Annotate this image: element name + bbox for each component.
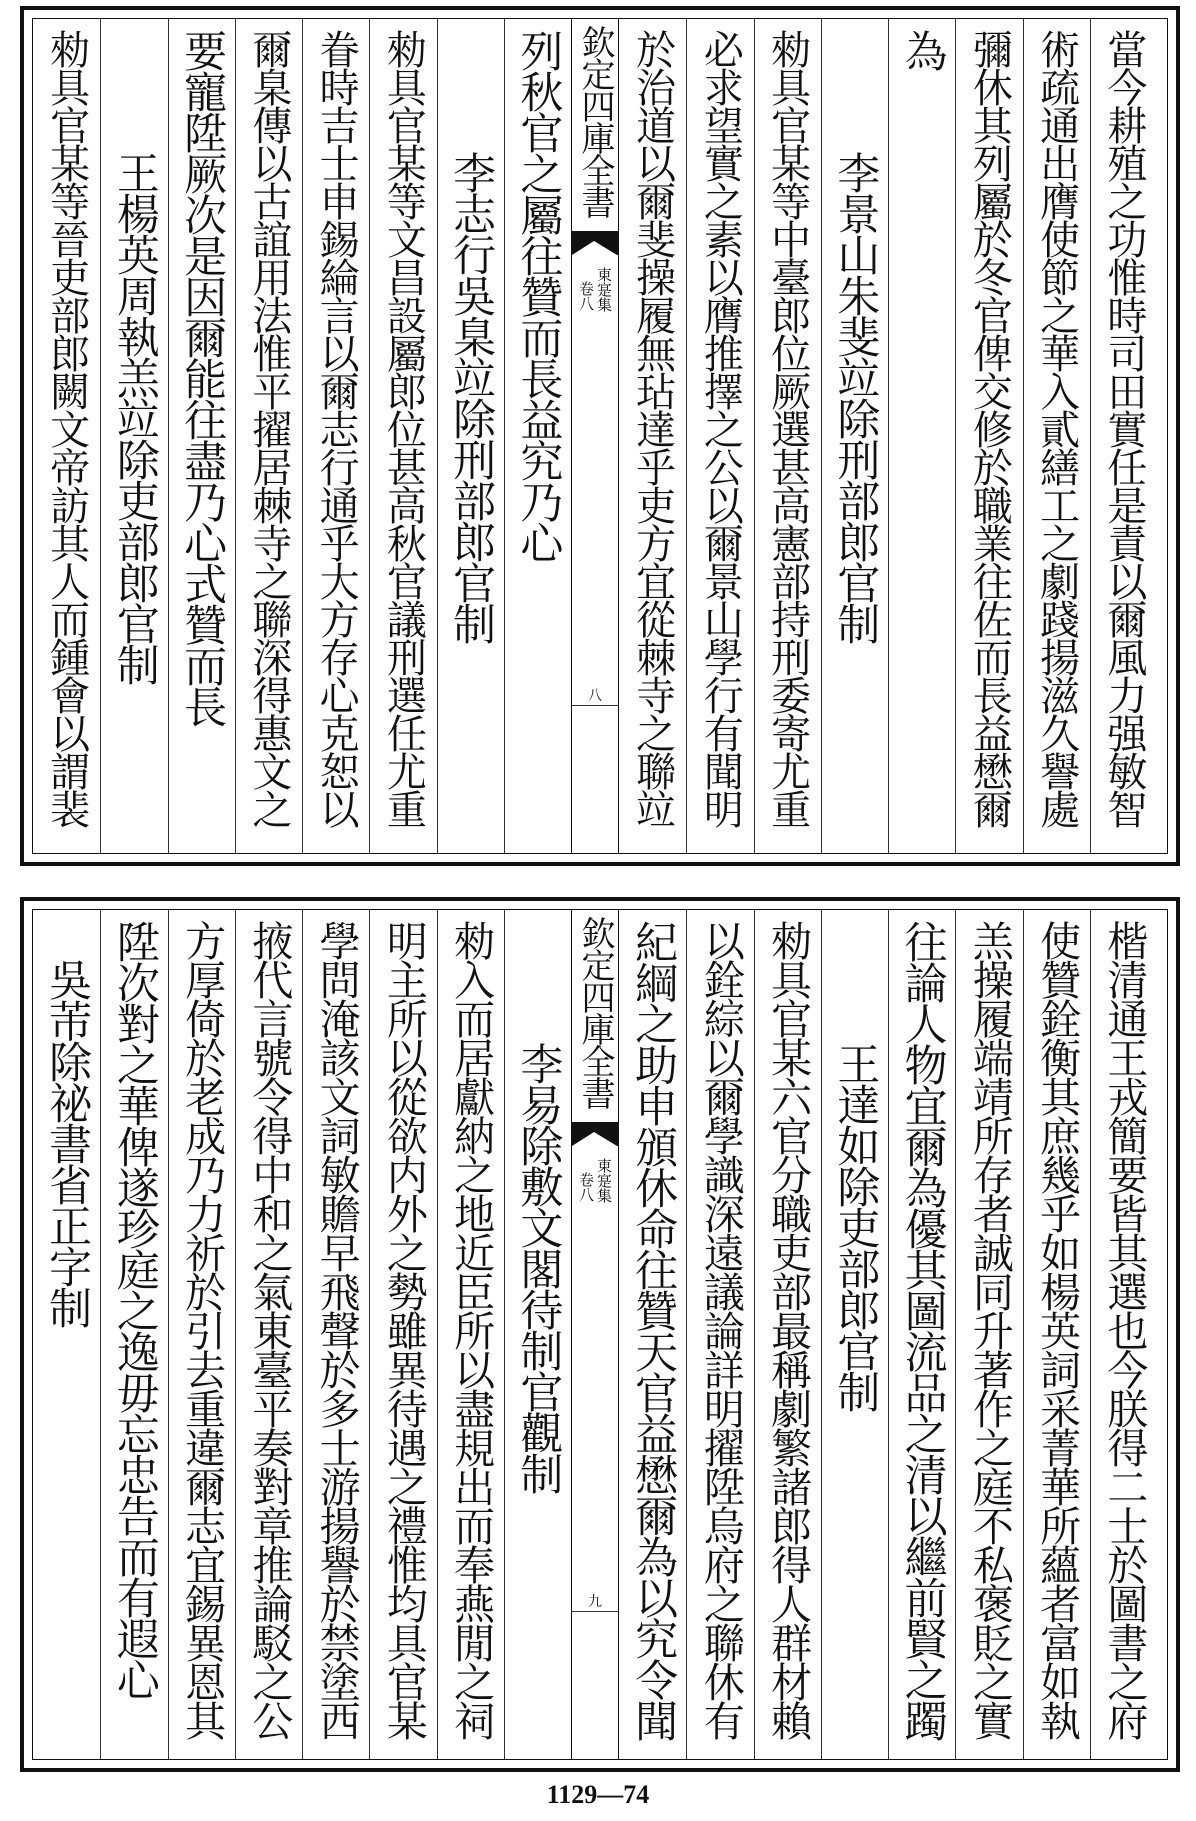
center-rule bbox=[572, 705, 618, 706]
column-text: 必求望實之素以膺推擇之公以爾景山學行有聞明 bbox=[697, 29, 744, 827]
text-column bbox=[1023, 19, 1090, 853]
top-page-text-block bbox=[32, 18, 1168, 854]
center-rule bbox=[572, 1611, 618, 1612]
column-text: 李景山朱斐竝除刑部郎官制 bbox=[830, 151, 881, 643]
column-text: 羔操履端靖所存者誠同升著作之庭不私褒貶之實 bbox=[965, 920, 1014, 1739]
bottom-page-frame bbox=[20, 897, 1180, 1772]
bottom-page-text-block bbox=[32, 909, 1168, 1760]
text-column bbox=[100, 19, 167, 853]
text-column bbox=[888, 19, 955, 853]
column-text: 列秋官之屬往贊而長益究乃心 bbox=[513, 29, 564, 562]
column-text: 楷清通王戎簡要皆其選也今朕得二士於圖書之府 bbox=[1100, 920, 1149, 1739]
text-column bbox=[1090, 19, 1157, 853]
text-column bbox=[754, 19, 821, 853]
center-margin-band bbox=[571, 910, 619, 1759]
text-column bbox=[235, 910, 302, 1759]
text-column bbox=[437, 19, 504, 853]
text-column bbox=[686, 19, 753, 853]
column-text: 勑具官某等晉吏部郎闕文帝訪其人而鍾會以謂裴 bbox=[43, 29, 90, 827]
text-column bbox=[302, 910, 369, 1759]
fishtail-mark-icon bbox=[572, 231, 618, 255]
text-column bbox=[821, 910, 888, 1759]
column-text: 王楊英周執羔竝除吏部郎官制 bbox=[109, 151, 160, 684]
column-text: 為 bbox=[897, 29, 948, 70]
column-text: 陞次對之華俾遂珍庭之逸毋忘忠告而有遐心 bbox=[109, 920, 160, 1699]
column-text: 吳芾除祕書省正字制 bbox=[42, 958, 93, 1327]
column-text: 勑入而居獻納之地近臣所以盡規出而奉燕閒之祠 bbox=[447, 920, 496, 1739]
text-column bbox=[619, 910, 686, 1759]
text-column bbox=[1090, 910, 1157, 1759]
text-column bbox=[504, 19, 571, 853]
column-text: 學問淹該文詞敏贍早飛聲於多士游揚譽於禁塗西 bbox=[312, 920, 361, 1739]
column-text: 彌休其列屬於冬官俾交修於職業往佐而長益懋爾 bbox=[966, 29, 1013, 827]
column-text: 方厚倚於老成乃力祈於引去重違爾志宜錫異恩其 bbox=[178, 920, 227, 1739]
leaf-number: 九 bbox=[588, 1594, 602, 1610]
column-text: 勑具官某六官分職吏部最稱劇繁諸郎得人群材賴 bbox=[764, 920, 813, 1739]
leaf-number: 八 bbox=[588, 688, 602, 704]
column-text: 於治道以爾斐操履無玷達乎吏方宜從棘寺之聯竝 bbox=[629, 29, 676, 827]
column-text: 使贊銓衡其庶幾乎如楊英詞采菁華所蘊者富如執 bbox=[1033, 920, 1082, 1739]
text-column bbox=[168, 19, 235, 853]
text-column bbox=[686, 910, 753, 1759]
text-column bbox=[302, 19, 369, 853]
center-margin-band bbox=[571, 19, 619, 853]
top-page-frame bbox=[20, 6, 1180, 866]
text-column bbox=[437, 910, 504, 1759]
column-text: 要寵陞厥次是因爾能往盡乃心式贊而長 bbox=[177, 29, 228, 726]
book-title: 東寔集 bbox=[595, 267, 613, 312]
book-title: 東寔集 bbox=[595, 1158, 613, 1203]
column-text: 爾臬傳以古誼用法惟平擢居棘寺之聯深得惠文之 bbox=[245, 29, 292, 827]
column-text: 眷時吉士申錫綸言以爾志行通乎大方存心克恕以 bbox=[313, 29, 360, 827]
column-text: 李志行吳臬竝除刑部郎官制 bbox=[446, 151, 497, 643]
column-text: 當今耕殖之功惟時司田實任是責以爾風力强敏智 bbox=[1100, 29, 1147, 827]
text-column bbox=[33, 910, 100, 1759]
volume-label: 卷八 bbox=[577, 1172, 595, 1202]
text-column bbox=[168, 910, 235, 1759]
text-column bbox=[821, 19, 888, 853]
page-number: 1129—74 bbox=[546, 1780, 650, 1809]
text-column bbox=[955, 19, 1022, 853]
text-column bbox=[33, 19, 100, 853]
column-text: 往論人物宜爾為優其圖流品之清以繼前賢之躅 bbox=[897, 920, 948, 1740]
text-column bbox=[369, 19, 436, 853]
column-text: 明主所以從欲内外之勢雖異待遇之禮惟均具官某 bbox=[379, 920, 428, 1739]
column-text: 紀綱之助申頒休命往贊天官益懋爾為以究令聞 bbox=[628, 920, 679, 1740]
column-text: 術疏通出膺使節之華入貳繕工之劇踐揚滋久譽處 bbox=[1033, 29, 1080, 827]
text-column bbox=[100, 910, 167, 1759]
column-text: 掖代言號令得中和之氣東臺平奏對章推論駁之公 bbox=[245, 920, 294, 1739]
collection-title: 欽定四庫全書 bbox=[575, 916, 615, 1108]
column-text: 李易除敷文閣待制官觀制 bbox=[513, 1042, 564, 1493]
text-column bbox=[235, 19, 302, 853]
text-column bbox=[1023, 910, 1090, 1759]
text-column bbox=[888, 910, 955, 1759]
text-column bbox=[619, 19, 686, 853]
column-text: 王達如除吏部郎官制 bbox=[830, 1042, 881, 1411]
text-column bbox=[369, 910, 436, 1759]
fishtail-mark-icon bbox=[572, 1122, 618, 1146]
text-column bbox=[504, 910, 571, 1759]
collection-title: 欽定四庫全書 bbox=[575, 25, 615, 217]
text-column bbox=[955, 910, 1022, 1759]
text-column bbox=[754, 910, 821, 1759]
column-text: 以銓綜以爾學識深遠議論詳明擢陞烏府之聯休有 bbox=[696, 920, 745, 1739]
column-text: 勑具官某等文昌設屬郎位甚高秋官議刑選任尤重 bbox=[380, 29, 427, 827]
column-text: 勑具官某等中臺郎位厥選甚高憲部持刑委寄尤重 bbox=[764, 29, 811, 827]
volume-label: 卷八 bbox=[577, 281, 595, 311]
